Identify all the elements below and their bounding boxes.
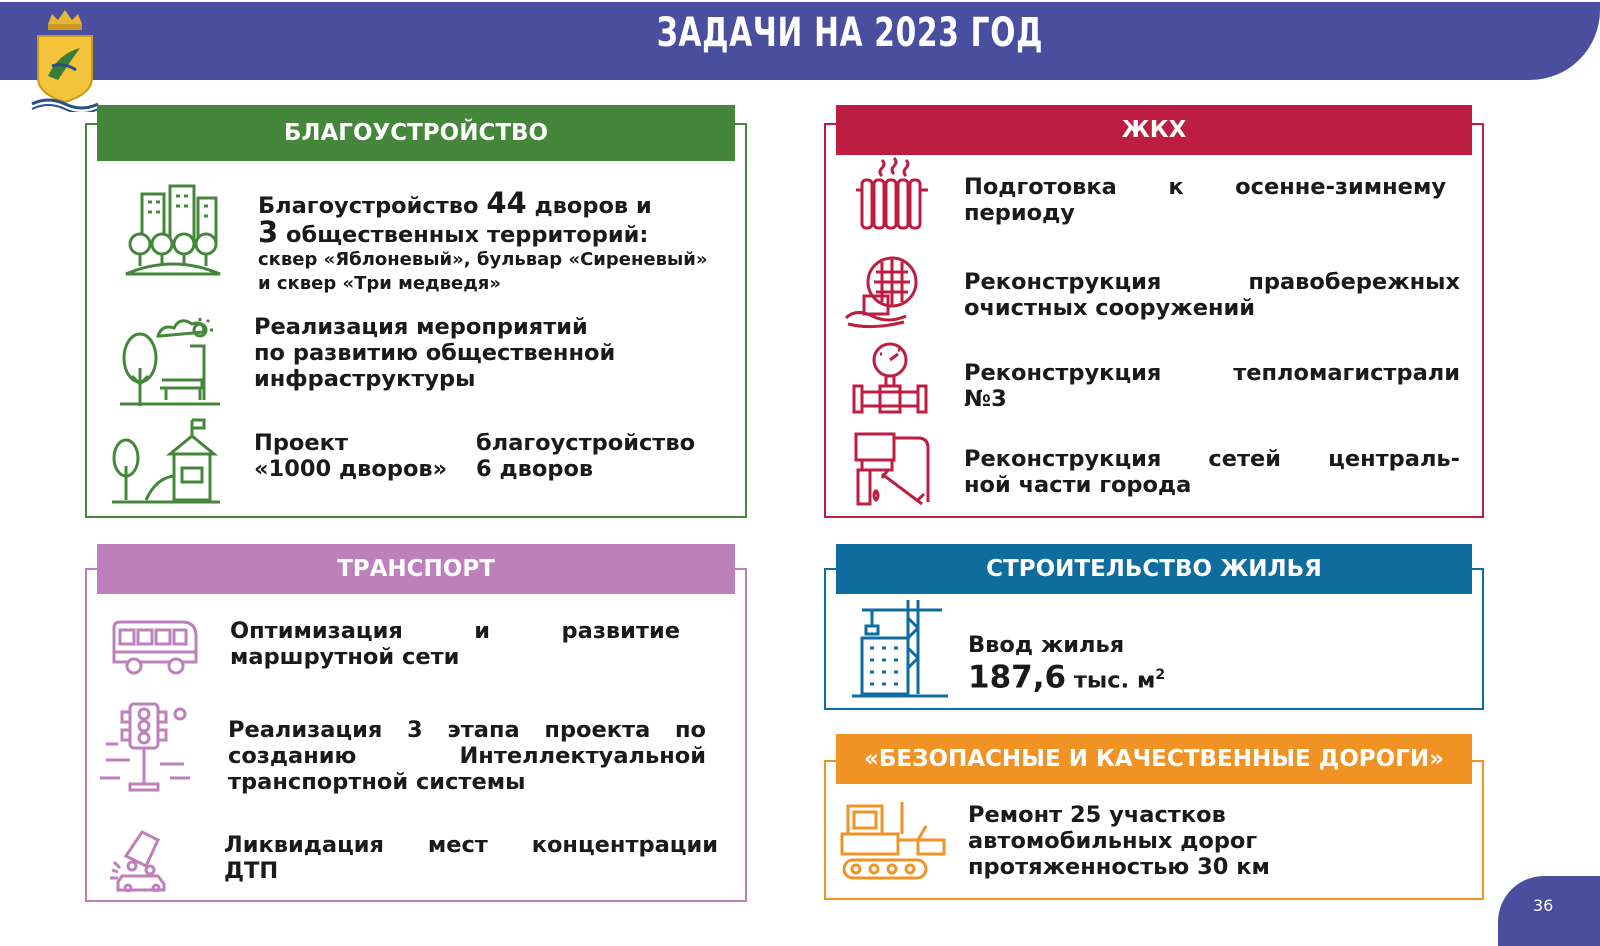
pipe-repair-icon — [852, 430, 934, 510]
car-crash-icon — [108, 826, 174, 892]
sewage-icon — [842, 254, 932, 330]
blago-yards-count: 44 — [486, 186, 527, 220]
zhkh-item3-line1: Реконструкция тепломагистрали — [964, 360, 1460, 386]
construction-crane-icon — [852, 598, 948, 698]
blagoustroystvo-header — [97, 105, 735, 161]
road-roller-icon — [838, 800, 950, 882]
zhkh-item2-line1: Реконструкция правобережных — [964, 269, 1460, 295]
blago-territories-count: 3 — [258, 215, 279, 249]
blago-item2-line1: Реализация мероприятий — [254, 314, 588, 340]
transport-item1-line2: маршрутной сети — [230, 644, 460, 670]
roads-line2: автомобильных дорог — [968, 828, 1258, 854]
zhkh-item1-line1: Подготовка к осенне-зимнему — [964, 174, 1446, 200]
city-emblem-icon — [28, 6, 102, 112]
blago-item2-line3: инфраструктуры — [254, 366, 476, 392]
transport-item2-line3: транспортной системы — [228, 769, 526, 795]
page-title: ЗАДАЧИ НА 2023 ГОД — [656, 10, 1044, 56]
blago-item3-l1b: благоустройство — [476, 430, 696, 456]
zhkh-item3-line2: №3 — [964, 386, 1007, 412]
blago-item3-text — [254, 430, 720, 482]
zhkh-header — [836, 105, 1472, 155]
housing-value-line — [968, 659, 1368, 698]
transport-item1-line1: Оптимизация и развитие — [230, 618, 680, 644]
blago-item3-l2a: «1000 дворов» — [254, 456, 448, 482]
city-park-icon — [122, 184, 224, 284]
transport-title: ТРАНСПОРТ — [337, 556, 495, 582]
playground-icon — [112, 418, 220, 510]
blago-item1-sub1: сквер «Яблоневый», бульвар «Сиреневый» — [258, 249, 708, 270]
roads-line1: Ремонт 25 участков — [968, 802, 1226, 828]
transport-item3-line1: Ликвидация мест концентрации — [224, 832, 718, 858]
zhkh-item4-line1: Реконструкция сетей централь- — [964, 446, 1460, 472]
roads-title: «БЕЗОПАСНЫЕ И КАЧЕСТВЕННЫЕ ДОРОГИ» — [864, 746, 1444, 772]
blago-item1-line1b: дворов и — [526, 193, 652, 219]
housing-unit-sup: 2 — [1155, 667, 1166, 683]
housing-title: СТРОИТЕЛЬСТВО ЖИЛЬЯ — [986, 556, 1322, 582]
housing-line1: Ввод жилья — [968, 632, 1125, 658]
pipe-gauge-icon — [850, 342, 930, 418]
blago-item2-line2: по развитию общественной — [254, 340, 616, 366]
blago-item3-l2b: 6 дворов — [476, 456, 594, 482]
blago-item1-line2: общественных территорий: — [278, 222, 649, 248]
housing-unit: тыс. м — [1066, 667, 1156, 694]
blagoustroystvo-title: БЛАГОУСТРОЙСТВО — [283, 120, 549, 146]
zhkh-item4-line2: ной части города — [964, 472, 1192, 498]
radiator-icon — [854, 156, 932, 232]
blago-item3-l1a: Проект — [254, 430, 348, 456]
bus-icon — [110, 618, 200, 678]
zhkh-item1-line2: периоду — [964, 200, 1075, 226]
blago-item2-text — [254, 314, 714, 392]
housing-value: 187,6 — [968, 659, 1067, 696]
blago-item1-line1a: Благоустройство — [258, 193, 487, 219]
blago-item1-text — [258, 186, 728, 296]
page-number-tab — [1498, 876, 1600, 946]
page-number: 36 — [1533, 896, 1554, 915]
housing-header — [836, 544, 1472, 594]
transport-item3-line2: ДТП — [224, 858, 279, 884]
park-bench-icon — [120, 316, 220, 410]
zhkh-item2-line2: очистных сооружений — [964, 295, 1256, 321]
zhkh-title: ЖКХ — [1121, 117, 1187, 143]
transport-item2-line1: Реализация 3 этапа проекта по — [228, 717, 706, 743]
traffic-light-icon — [100, 700, 192, 796]
transport-header — [97, 544, 735, 594]
blago-item1-sub2: и сквер «Три медведя» — [258, 273, 501, 294]
roads-header — [836, 734, 1472, 784]
transport-item2-line2: созданию Интеллектуальной — [228, 743, 706, 769]
roads-line3: протяженностью 30 км — [968, 854, 1270, 880]
